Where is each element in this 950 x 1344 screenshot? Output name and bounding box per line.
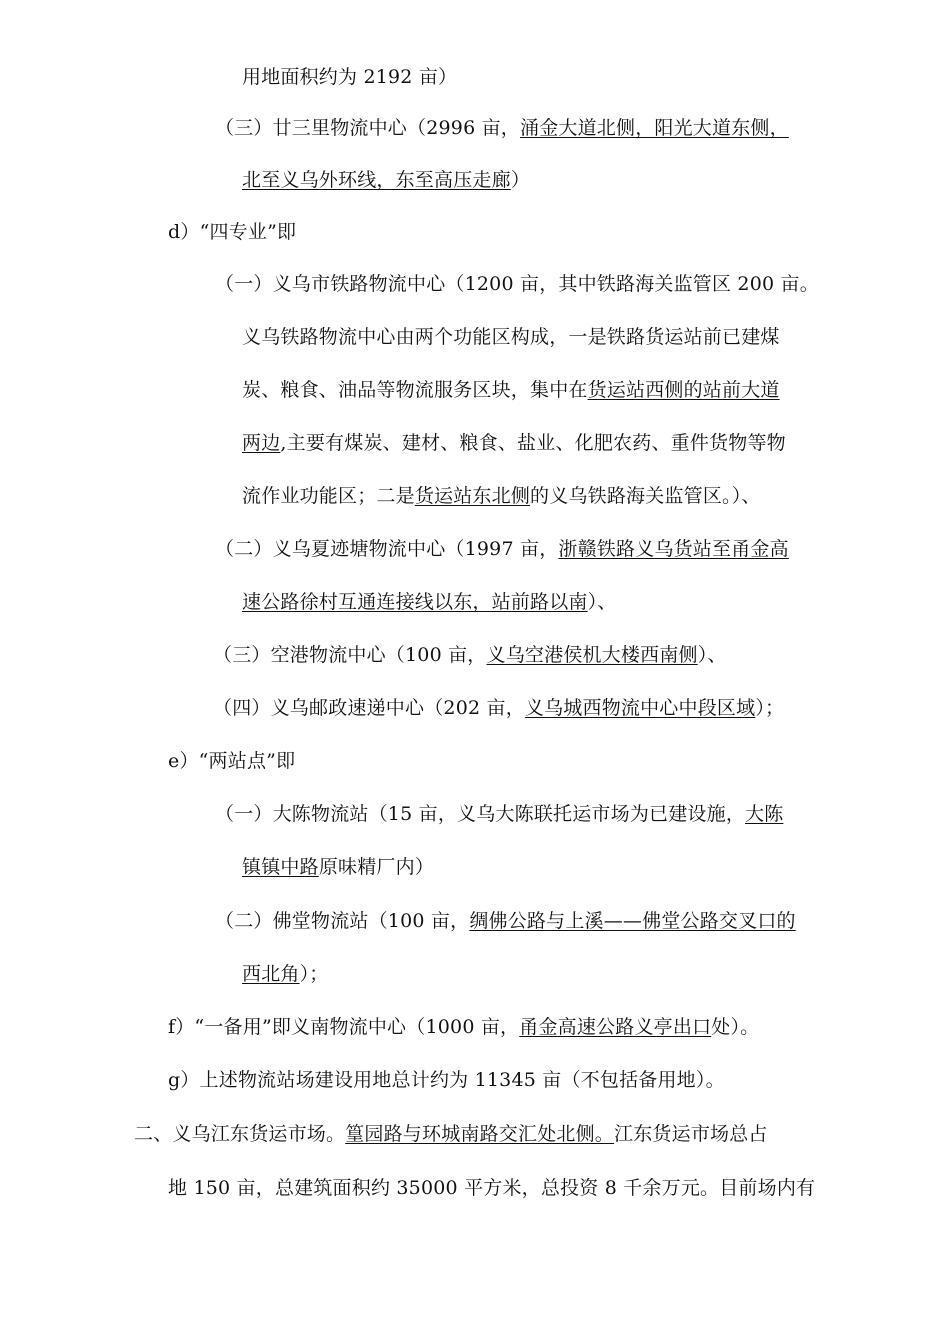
underlined-text: 涌金大道北侧，阳光大道东侧， bbox=[520, 117, 789, 139]
text-line bbox=[242, 854, 434, 880]
underlined-text: 义乌空港侯机大楼西南侧 bbox=[486, 644, 698, 666]
text-segment: （二）义乌夏迹塘物流中心（1997 亩， bbox=[215, 538, 559, 560]
text-segment: g）上述物流站场建设用地总计约为 11345 亩（不包括备用地）。 bbox=[168, 1069, 725, 1091]
text-line bbox=[242, 589, 617, 615]
text-line bbox=[215, 801, 783, 827]
text-segment: ）； bbox=[299, 963, 329, 985]
text-segment: ,主要有煤炭、建材、粮食、盐业、化肥农药、重件货物等物 bbox=[280, 432, 786, 454]
text-line bbox=[168, 1067, 725, 1093]
text-segment: 义乌铁路物流中心由两个功能区构成，一是铁路货运站前已建煤 bbox=[242, 326, 780, 348]
text-line bbox=[215, 271, 819, 297]
underlined-text: 两边 bbox=[242, 432, 281, 454]
text-line bbox=[168, 1014, 759, 1040]
underlined-text: 篁园路与环城南路交汇处北侧。 bbox=[345, 1123, 615, 1145]
text-segment: 炭、粮食、油品等物流服务区块，集中在 bbox=[242, 379, 588, 401]
underlined-text: 货运站东北侧 bbox=[414, 485, 531, 507]
underlined-text: 大陈 bbox=[745, 803, 784, 825]
text-line bbox=[168, 219, 296, 245]
text-line bbox=[242, 961, 329, 987]
text-segment: 原味精厂内） bbox=[318, 856, 435, 878]
text-line bbox=[213, 642, 727, 668]
text-segment: 二、义乌江东货运市场。 bbox=[134, 1123, 346, 1145]
text-line bbox=[215, 908, 796, 934]
text-segment: ）； bbox=[755, 697, 785, 719]
underlined-text: 北至义乌外环线，东至高压走廊 bbox=[242, 169, 511, 191]
text-segment: （三）廿三里物流中心（2996 亩， bbox=[215, 117, 520, 139]
text-line bbox=[213, 695, 784, 721]
text-line bbox=[168, 1175, 815, 1201]
underlined-text: 西北角 bbox=[242, 963, 300, 985]
underlined-text: 浙赣铁路义乌货站至甬金高 bbox=[558, 538, 789, 560]
text-line bbox=[242, 324, 780, 350]
text-segment: （一）大陈物流站（15 亩，义乌大陈联托运市场为已建设施， bbox=[215, 803, 746, 825]
underlined-text: 镇镇中路 bbox=[242, 856, 319, 878]
text-segment: （二）佛堂物流站（100 亩， bbox=[215, 910, 470, 932]
text-segment: d）“四专业”即 bbox=[168, 221, 297, 243]
text-segment: ）、 bbox=[587, 591, 617, 613]
underlined-text: 甬金高速公路义亭出口 bbox=[519, 1016, 712, 1038]
text-line bbox=[168, 748, 295, 774]
underlined-text: 绸佛公路与上溪——佛堂公路交叉口的 bbox=[469, 910, 796, 932]
text-line bbox=[242, 64, 457, 90]
text-segment: ） bbox=[510, 169, 531, 191]
text-segment: 地 150 亩，总建筑面积约 35000 平方米，总投资 8 千余万元。目前场内有 bbox=[168, 1177, 816, 1199]
underlined-text: 货运站西侧的站前大道 bbox=[587, 379, 780, 401]
underlined-text: 义乌城西物流中心中段区域 bbox=[524, 697, 756, 719]
text-segment: 流作业功能区；二是 bbox=[242, 485, 415, 507]
text-segment: e）“两站点”即 bbox=[168, 750, 296, 772]
text-segment: （一）义乌市铁路物流中心（1200 亩，其中铁路海关监管区 200 亩。 bbox=[215, 273, 819, 295]
text-line bbox=[242, 430, 786, 456]
text-segment: 处）。 bbox=[711, 1016, 760, 1038]
text-segment: （四）义乌邮政速递中心（202 亩， bbox=[213, 697, 525, 719]
text-line bbox=[242, 167, 530, 193]
text-segment: 江东货运市场总占 bbox=[614, 1123, 768, 1145]
text-segment: f）“一备用”即义南物流中心（1000 亩， bbox=[168, 1016, 520, 1038]
underlined-text: 速公路徐村互通连接线以东，站前路以南 bbox=[242, 591, 588, 613]
text-segment: ）、 bbox=[697, 644, 727, 666]
text-line bbox=[215, 536, 789, 562]
text-line bbox=[134, 1121, 768, 1147]
text-segment: 的义乌铁路海关监管区。）、 bbox=[530, 485, 761, 507]
text-segment: 用地面积约为 2192 亩） bbox=[242, 66, 458, 88]
text-line bbox=[242, 483, 761, 509]
text-line bbox=[215, 115, 789, 141]
text-line bbox=[242, 377, 780, 403]
text-segment: （三）空港物流中心（100 亩， bbox=[213, 644, 487, 666]
